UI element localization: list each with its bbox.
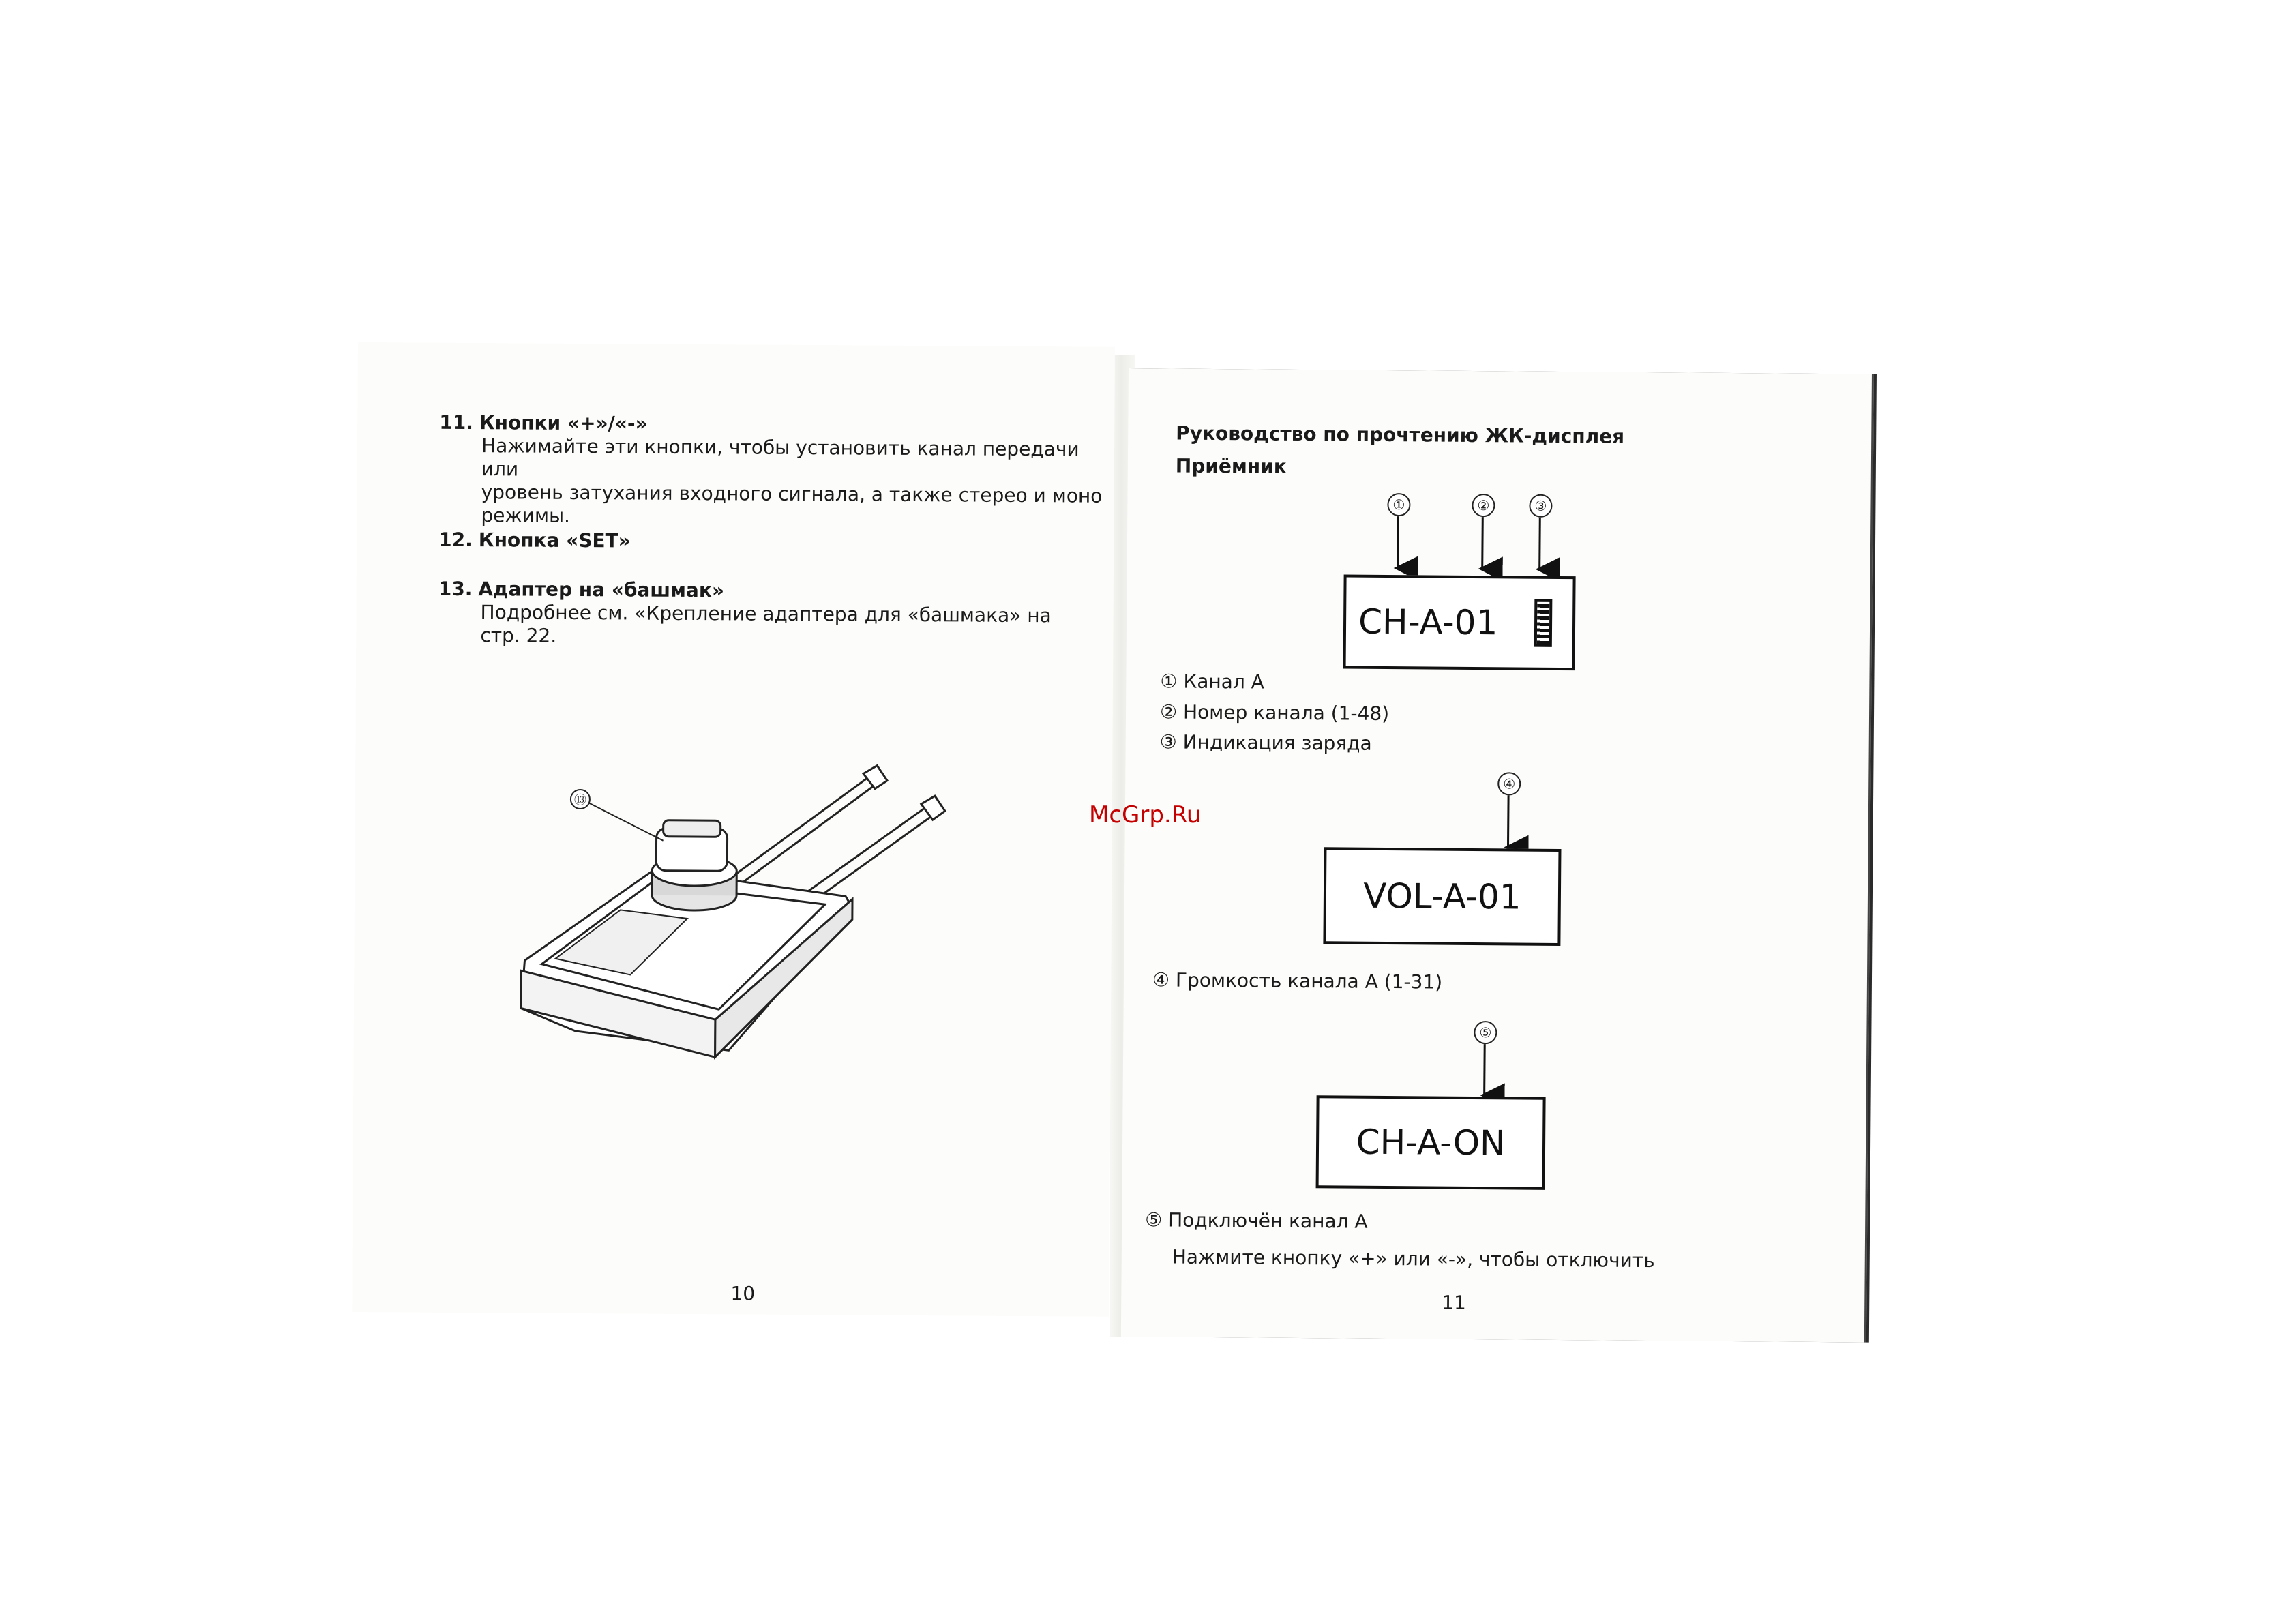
item-title: Кнопка «SET» <box>478 528 631 552</box>
lcd-text: CH-A-01 <box>1358 601 1498 643</box>
body-line: Подробнее см. «Крепление адаптера для «башмака» на <box>480 601 1052 627</box>
shoe-adapter <box>652 820 737 911</box>
legend-item: ③ Индикация заряда <box>1159 730 1372 755</box>
body-line: режимы. <box>481 504 571 527</box>
legend-item: ① Канал А <box>1160 670 1264 694</box>
item-11 <box>438 411 1114 531</box>
item-number: 11. <box>439 411 473 434</box>
page-title: Руководство по прочтению ЖК-дисплея <box>1176 421 1625 448</box>
item-number: 12. <box>438 528 473 552</box>
receiver-illustration <box>483 739 962 1096</box>
item-title: Кнопки «+»/«-» <box>479 411 648 435</box>
page-number: 11 <box>1442 1291 1467 1314</box>
lcd-display-volume <box>1323 847 1561 946</box>
page-number: 10 <box>730 1282 756 1305</box>
legend-display1 <box>1160 670 1390 756</box>
legend-item: Нажмите кнопку «+» или «-», чтобы отключить <box>1172 1245 1655 1272</box>
battery-icon <box>1534 599 1553 647</box>
legend-display3 <box>1145 1208 1656 1272</box>
page-left <box>352 342 1115 1317</box>
item-number: 13. <box>438 577 473 601</box>
marker-3: ③ <box>1529 494 1552 518</box>
item-body <box>481 434 1114 531</box>
legend-item: ⑤ Подключён канал А <box>1145 1208 1368 1233</box>
lcd-display-channel <box>1343 574 1576 670</box>
item-title: Адаптер на «башмак» <box>478 578 725 602</box>
callout-13: ⑬ <box>573 792 586 808</box>
marker-5: ⑤ <box>1474 1021 1497 1044</box>
body-line: Нажимайте эти кнопки, чтобы установить канал передачи или <box>481 434 1079 481</box>
legend-item: ④ Громкость канала А (1-31) <box>1152 968 1443 994</box>
legend-display2 <box>1152 968 1442 994</box>
item-body <box>480 601 1052 651</box>
item-13 <box>438 578 1052 651</box>
body-line: стр. 22. <box>480 624 557 647</box>
item-12 <box>438 528 631 553</box>
lcd-text: CH-A-ON <box>1356 1122 1506 1163</box>
page-right <box>1121 368 1874 1343</box>
body-line: уровень затухания входного сигнала, а также стерео и моно <box>481 481 1103 507</box>
lcd-text: VOL-A-01 <box>1363 876 1521 917</box>
legend-item: ② Номер канала (1-48) <box>1159 700 1390 726</box>
marker-4: ④ <box>1497 772 1521 795</box>
section-subtitle: Приёмник <box>1175 454 1287 478</box>
lcd-display-on <box>1316 1095 1546 1190</box>
marker-2: ② <box>1472 494 1495 517</box>
watermark: McGrp.Ru <box>1089 801 1202 829</box>
marker-1: ① <box>1387 493 1410 516</box>
